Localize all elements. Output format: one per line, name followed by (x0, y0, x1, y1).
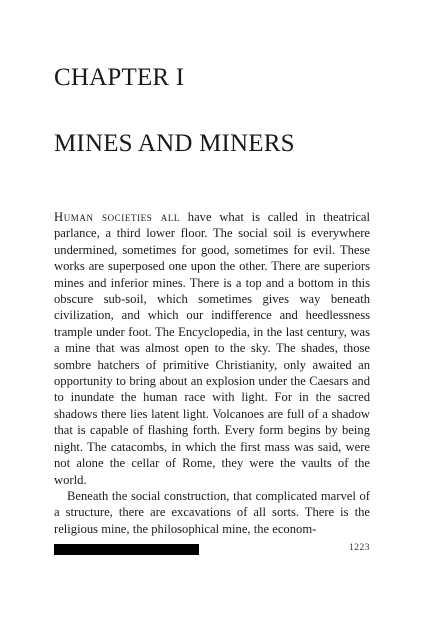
book-page (54, 0, 370, 640)
chapter-label: CHAPTER I (54, 64, 185, 91)
page-number: 1223 (349, 543, 370, 553)
body-text (54, 209, 370, 537)
paragraph-2 (54, 488, 370, 537)
paragraph-1 (54, 209, 370, 488)
paragraph-2-text: Beneath the social construction, that complicated marvel of a structure, there are excavations of all sorts. There is the religious mine, the philosophical mine, the econom- (54, 488, 370, 536)
redaction-bar (54, 544, 199, 555)
paragraph-lead-in: Human societies all (54, 210, 181, 224)
paragraph-1-text: have what is called in theatrical parlance, a third lower floor. The social soil is everywhere undermined, sometimes for good, sometimes for evil. These works are superposed one upon the other. There are superiors mines and inferior mines. There is a top and a bottom in this obscure sub-soil, which sometimes gives way beneath civilization, and which our indifference and heedlessness trample under foot. The Encyclopedia, in the last century, was a mine that was almost open to the sky. The shades, those sombre hatchers of primitive Christianity, only awaited an opportunity to bring about an explosion under the Caesars and to inundate the human race with light. For in the sacred shadows there lies latent light. Volcanoes are full of a shadow that is capable of flashing forth. Every form begins by being night. The catacombs, in which the first mass was said, were not alone the cellar of Rome, they were the vaults of the world. (54, 210, 370, 487)
chapter-title: MINES AND MINERS (54, 130, 295, 157)
